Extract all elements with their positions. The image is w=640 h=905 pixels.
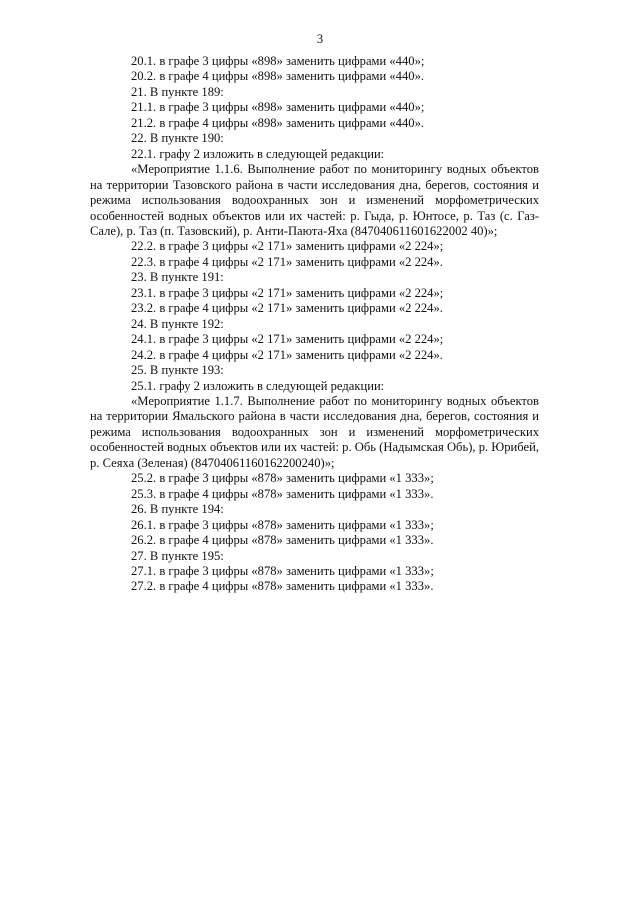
amendment-line: 23.1. в графе 3 цифры «2 171» заменить цифрами «2 224»; bbox=[131, 285, 444, 300]
section-heading: 23. В пункте 191: bbox=[131, 270, 224, 285]
amendment-line: 21.1. в графе 3 цифры «898» заменить цифрами «440»; bbox=[131, 100, 425, 115]
section-heading: 27. В пункте 195: bbox=[131, 548, 224, 563]
document-body bbox=[90, 54, 539, 595]
quoted-paragraph-1: «Мероприятие 1.1.6. Выполнение работ по мониторингу водных объектов на территории Тазовского района в части исследования дна, берегов, состояния и режима использования водоохранных зон и изменений морфометрических особенностей водных объектов или их частей: р. Гыда, р. Юнтосе, р. Таз (с. Газ-Сале), р. Таз (п. Тазовский), р. Анти-Паюта-Яха (847040611601622002 40)»; bbox=[90, 162, 539, 238]
amendment-line: 24.1. в графе 3 цифры «2 171» заменить цифрами «2 224»; bbox=[131, 332, 444, 347]
section-heading: 24. В пункте 192: bbox=[131, 316, 224, 331]
amendment-line: 26.1. в графе 3 цифры «878» заменить цифрами «1 333»; bbox=[131, 517, 434, 532]
quoted-paragraph-2: «Мероприятие 1.1.7. Выполнение работ по мониторингу водных объектов на территории Ямальского района в части исследования дна, берегов, состояния и режима использования водоохранных зон и изменений морфометрических особенностей водных объектов или их частей: р. Обь (Надымская Обь), р. Юрибей, р. Сеяха (Зеленая) (84704061160162200240)»; bbox=[90, 393, 539, 470]
section-heading: 22. В пункте 190: bbox=[131, 131, 224, 146]
amendment-line: 27.1. в графе 3 цифры «878» заменить цифрами «1 333»; bbox=[131, 563, 434, 578]
amendment-line: 22.3. в графе 4 цифры «2 171» заменить цифрами «2 224». bbox=[131, 254, 443, 269]
section-heading: 21. В пункте 189: bbox=[131, 84, 224, 99]
amendment-line: 25.3. в графе 4 цифры «878» заменить цифрами «1 333». bbox=[131, 486, 434, 501]
section-heading: 26. В пункте 194: bbox=[131, 502, 224, 517]
amendment-line: 26.2. в графе 4 цифры «878» заменить цифрами «1 333». bbox=[131, 533, 434, 548]
amendment-line: 24.2. в графе 4 цифры «2 171» заменить цифрами «2 224». bbox=[131, 347, 443, 362]
amendment-line: 22.2. в графе 3 цифры «2 171» заменить цифрами «2 224»; bbox=[131, 239, 444, 254]
amendment-line: 23.2. в графе 4 цифры «2 171» заменить цифрами «2 224». bbox=[131, 301, 443, 316]
amendment-line: 20.1. в графе 3 цифры «898» заменить цифрами «440»; bbox=[131, 54, 425, 68]
amendment-line: 20.2. в графе 4 цифры «898» заменить цифрами «440». bbox=[131, 69, 425, 84]
amendment-line: 25.2. в графе 3 цифры «878» заменить цифрами «1 333»; bbox=[131, 471, 434, 486]
section-heading: 25. В пункте 193: bbox=[131, 363, 224, 378]
amendment-line: 22.1. графу 2 изложить в следующей редакции: bbox=[131, 146, 385, 161]
amendment-line: 21.2. в графе 4 цифры «898» заменить цифрами «440». bbox=[131, 115, 425, 130]
amendment-line: 25.1. графу 2 изложить в следующей редакции: bbox=[131, 378, 385, 393]
amendment-line: 27.2. в графе 4 цифры «878» заменить цифрами «1 333». bbox=[131, 579, 434, 594]
page-number: 3 bbox=[316, 32, 324, 46]
